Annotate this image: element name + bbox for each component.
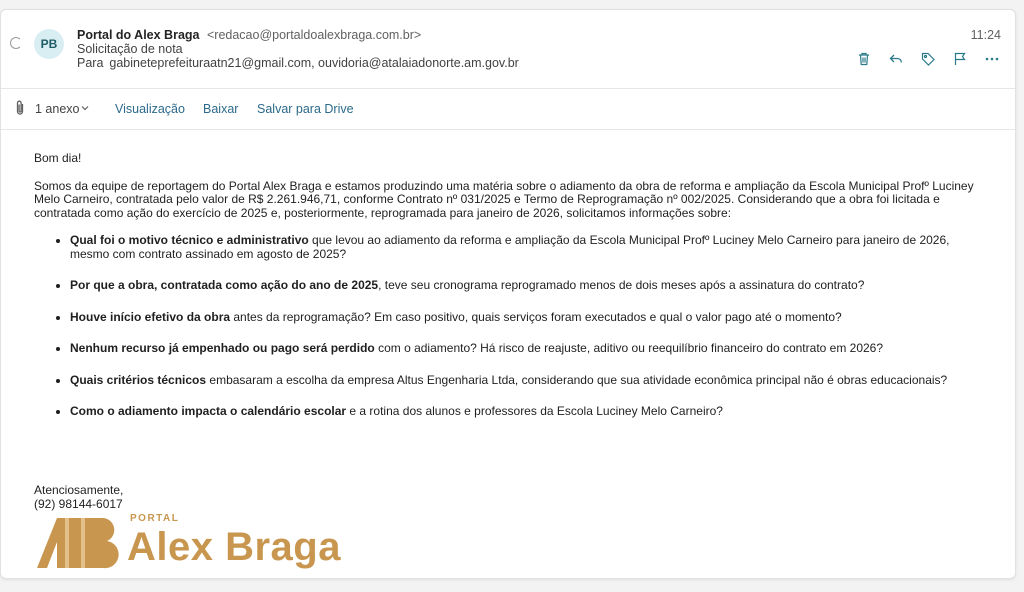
recipients-line — [77, 56, 519, 70]
question-bold: Qual foi o motivo técnico e administrativo — [70, 233, 309, 247]
question-text: que levou ao adiamento da reforma e ampliação da Escola Municipal Profº Luciney Melo Carneiro para janeiro de 2026, mesmo com contrato assinado em agosto de 2025? — [70, 233, 950, 261]
question-text: antes da reprogramação? Em caso positivo, quais serviços foram executados e qual o valor pago até o momento? — [230, 309, 842, 324]
list-item — [34, 311, 989, 325]
reply-icon[interactable] — [887, 50, 905, 68]
attachment-bar — [1, 89, 1015, 129]
flag-icon[interactable] — [951, 50, 969, 68]
logo-mark-icon — [35, 512, 123, 570]
list-item — [34, 234, 989, 261]
greeting: Bom dia! — [34, 151, 82, 165]
logo-name: Alex Braga — [127, 525, 341, 569]
email-header — [1, 10, 1015, 88]
question-text: e a rotina dos alunos e professores da Escola Luciney Melo Carneiro? — [346, 404, 723, 418]
trash-icon[interactable] — [855, 50, 873, 68]
question-bold: Por que a obra, contratada como ação do ano de 2025 — [70, 278, 379, 292]
closing: Atenciosamente, — [34, 483, 124, 497]
loading-icon — [10, 37, 22, 49]
recipients[interactable]: gabineteprefeituraatn21@gmail.com, ouvidoria@atalaiadonorte.am.gov.br — [109, 56, 519, 70]
phone-number: (92) 98144-6017 — [34, 496, 123, 511]
download-link[interactable]: Baixar — [203, 102, 239, 116]
question-text: embasaram a escolha da empresa Altus Engenharia Ltda, considerando que sua atividade econômica principal não é obras educacionais? — [206, 372, 948, 387]
tag-icon[interactable] — [919, 50, 937, 68]
question-text: , teve seu cronograma reprogramado menos de dois meses após a assinatura do contrato? — [378, 278, 865, 292]
question-bold: Houve início efetivo da obra — [70, 309, 231, 324]
message-actions — [855, 50, 1001, 68]
paperclip-icon — [13, 99, 27, 117]
save-to-drive-link[interactable]: Salvar para Drive — [257, 102, 354, 116]
received-time: 11:24 — [970, 28, 1001, 42]
list-item — [34, 279, 989, 293]
sender-email: <redacao@portaldoalexbraga.com.br> — [206, 28, 422, 42]
portal-logo — [35, 512, 355, 572]
email-subject: Solicitação de nota — [77, 42, 183, 56]
preview-link[interactable]: Visualização — [115, 102, 185, 116]
logo-portal-label: PORTAL — [130, 513, 180, 524]
more-icon[interactable] — [983, 50, 1001, 68]
list-item — [34, 405, 989, 419]
question-bold: Quais critérios técnicos — [70, 372, 207, 387]
question-text: com o adiamento? Há risco de reajuste, aditivo ou reequilíbrio financeiro do contrato em 2026? — [374, 341, 884, 355]
to-label: Para — [77, 56, 104, 70]
attachment-divider — [1, 129, 1015, 130]
attachment-count-toggle[interactable]: 1 anexo — [35, 102, 80, 116]
email-reading-pane — [0, 9, 1016, 579]
email-body — [34, 152, 989, 437]
signature — [34, 484, 123, 511]
question-bold: Como o adiamento impacta o calendário escolar — [70, 404, 347, 418]
chevron-down-icon[interactable] — [80, 103, 90, 113]
sender-name[interactable]: Portal do Alex Braga — [77, 28, 200, 42]
question-bold: Nenhum recurso já empenhado ou pago será perdido — [70, 341, 375, 355]
questions-list — [34, 234, 989, 419]
list-item — [34, 374, 989, 388]
sender-line — [77, 28, 421, 42]
intro-paragraph: Somos da equipe de reportagem do Portal Alex Braga e estamos produzindo uma matéria sobre o adiamento da obra de reforma e ampliação da Escola Municipal Profº Luciney Melo Carneiro, contratada pelo valor de R$ 2.261.946,71, conforme Contrato nº 031/2025 e Termo de Reprogramação nº 002/2025. Considerando que a obra foi licitada e contratada como ação do exercício de 2025 e, posteriormente, reprogramada para janeiro de 2026, solicitamos informações sobre: — [34, 178, 974, 220]
sender-avatar[interactable]: PB — [34, 29, 64, 59]
list-item — [34, 342, 989, 356]
